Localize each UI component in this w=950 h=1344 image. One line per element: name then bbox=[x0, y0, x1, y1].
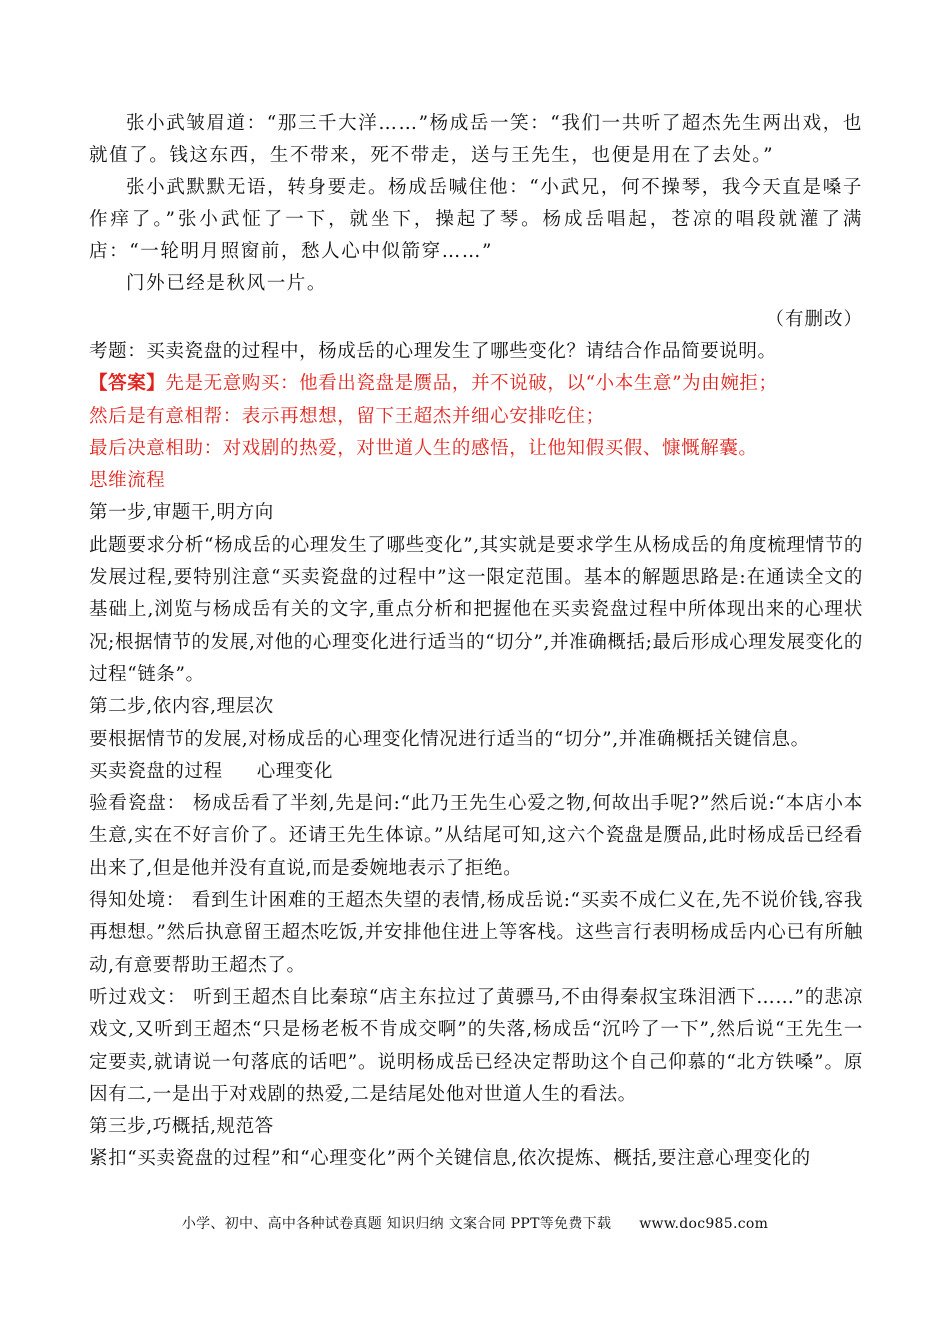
answer-line-2: 然后是有意相帮：表示再想想，留下王超杰并细心安排吃住； bbox=[89, 405, 605, 427]
process-column-label: 买卖瓷盘的过程 bbox=[89, 760, 223, 782]
process-item-opera: 听过戏文： 听到王超杰自比秦琼“店主东拉过了黄骠马,不由得秦叔宝珠泪洒下……”的悲凉戏文,又听到王超杰“只是杨老板不肯成交啊”的失落,杨成岳“沉吟了一下”,然后说“王先生一定要卖,就请说一句落底的话吧”。说明杨成岳已经决定帮助这个自己仰慕的“北方铁嗓”。原因有二,一是出于对戏剧的热爱,二是结尾处他对世道人生的看法。 bbox=[89, 986, 863, 1105]
step2-text: 要根据情节的发展,对杨成岳的心理变化情况进行适当的“切分”,并准确概括关键信息。 bbox=[89, 728, 810, 750]
process-header bbox=[89, 756, 863, 788]
question-analysis bbox=[89, 336, 863, 1176]
page-footer bbox=[0, 1213, 950, 1233]
answer-line-3: 最后决意相助：对戏剧的热爱，对世道人生的感悟，让他知假买假、慷慨解囊。 bbox=[89, 437, 758, 459]
process-item-inspect: 验看瓷盘： 杨成岳看了半刻,先是问:“此乃王先生心爱之物,何故出手呢?”然后说:“本店小本生意,实在不好言价了。还请王先生体谅。”从结尾可知,这六个瓷盘是赝品,此时杨成岳已经看出来了,但是他并没有直说,而是委婉地表示了拒绝。 bbox=[89, 793, 863, 879]
answer-tag: 【答案】 bbox=[89, 373, 166, 395]
change-column-label: 心理变化 bbox=[256, 760, 334, 782]
story-excerpt bbox=[89, 108, 863, 336]
source-note: （有删改） bbox=[765, 309, 863, 330]
step3-title: 第三步,巧概括,规范答 bbox=[89, 1116, 274, 1138]
step3-text: 紧扣“买卖瓷盘的过程”和“心理变化”两个关键信息,依次提炼、概括,要注意心理变化的 bbox=[89, 1148, 811, 1170]
step1-text: 此题要求分析“杨成岳的心理发生了哪些变化”,其实就是要求学生从杨成岳的角度梳理情节的发展过程,要特别注意“买卖瓷盘的过程中”这一限定范围。基本的解题思路是:在通读全文的基础上,浏览与杨成岳有关的文字,重点分析和把握他在买卖瓷盘过程中所体现出来的心理状况;根据情节的发展,对他的心理变化进行适当的“切分”,并准确概括;最后形成心理发展变化的过程“链条”。 bbox=[89, 534, 863, 685]
document-page bbox=[89, 108, 863, 1176]
footer-text: 小学、初中、高中各种试卷真题 知识归纳 文案合同 PPT等免费下载 bbox=[181, 1216, 612, 1232]
step2-title: 第二步,依内容,理层次 bbox=[89, 696, 274, 718]
answer-text-1: 先是无意购买：他看出瓷盘是赝品，并不说破，以“小本生意”为由婉拒； bbox=[165, 373, 778, 395]
footer-site-link[interactable]: www.doc985.com bbox=[639, 1216, 769, 1232]
exam-question: 考题：买卖瓷盘的过程中，杨成岳的心理发生了哪些变化？请结合作品简要说明。 bbox=[89, 341, 777, 362]
step1-title: 第一步,审题干,明方向 bbox=[89, 502, 274, 524]
story-paragraph: 张小武默默无语，转身要走。杨成岳喊住他：“小武兄，何不操琴，我今天直是嗓子作痒了。”张小武怔了一下，就坐下，操起了琴。杨成岳唱起，苍凉的唱段就灌了满店：“一轮明月照窗前，愁人心中似箭穿……” bbox=[89, 177, 863, 262]
story-paragraph: 张小武皱眉道：“那三千大洋……”杨成岳一笑：“我们一共听了超杰先生两出戏，也就值了。钱这东西，生不带来，死不带走，送与王先生，也便是用在了去处。” bbox=[89, 113, 863, 166]
answer-line-1 bbox=[89, 368, 863, 400]
thinking-heading: 思维流程 bbox=[89, 470, 166, 492]
story-paragraph: 门外已经是秋风一片。 bbox=[126, 273, 328, 294]
process-item-situation: 得知处境： 看到生计困难的王超杰失望的表情,杨成岳说:“买卖不成仁义在,先不说价钱,容我再想想。”然后执意留王超杰吃饭,并安排他住进上等客栈。这些言行表明杨成岳内心已有所触动,有意要帮助王超杰了。 bbox=[89, 890, 863, 976]
